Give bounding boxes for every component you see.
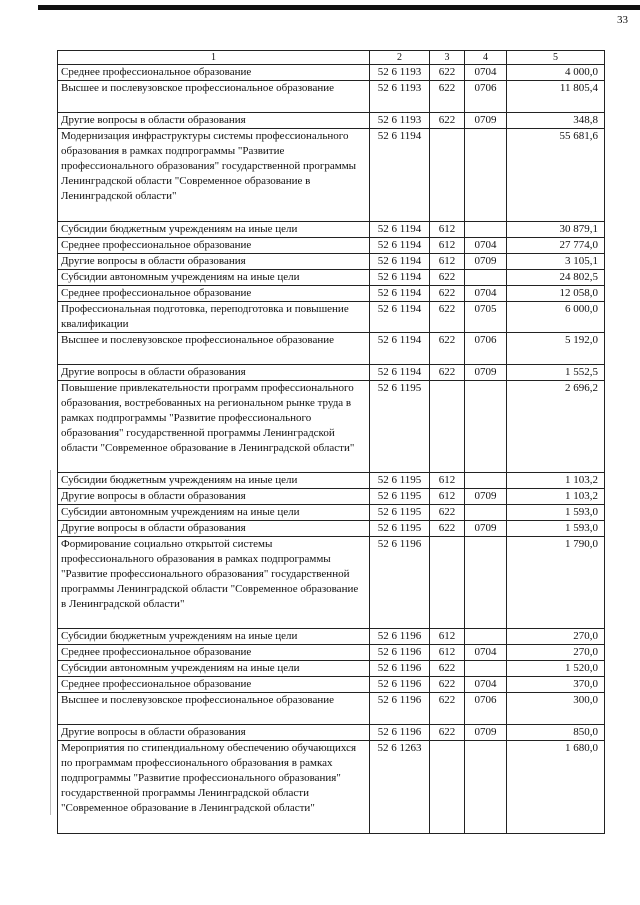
top-rule <box>38 5 640 10</box>
row-section: 0705 <box>465 302 507 333</box>
row-code: 52 6 1196 <box>370 677 430 693</box>
header-col-3: 3 <box>430 51 465 65</box>
row-expense-type: 622 <box>430 286 465 302</box>
table-row <box>58 365 605 381</box>
row-section <box>465 505 507 521</box>
row-expense-type: 622 <box>430 725 465 741</box>
row-expense-type <box>430 129 465 222</box>
row-name: Среднее профессиональное образование <box>58 286 370 302</box>
row-expense-type: 622 <box>430 693 465 725</box>
row-section <box>465 537 507 629</box>
row-section <box>465 270 507 286</box>
row-amount: 1 593,0 <box>507 505 605 521</box>
table-row <box>58 473 605 489</box>
table-row <box>58 238 605 254</box>
table-row <box>58 505 605 521</box>
row-code: 52 6 1196 <box>370 629 430 645</box>
row-amount: 30 879,1 <box>507 222 605 238</box>
row-amount: 270,0 <box>507 629 605 645</box>
row-name: Субсидии бюджетным учреждениям на иные цели <box>58 473 370 489</box>
row-section: 0709 <box>465 489 507 505</box>
row-expense-type: 622 <box>430 521 465 537</box>
row-code: 52 6 1196 <box>370 693 430 725</box>
row-name: Высшее и послевузовское профессиональное образование <box>58 693 370 725</box>
table-row <box>58 222 605 238</box>
table-row <box>58 65 605 81</box>
header-col-1: 1 <box>58 51 370 65</box>
table-row <box>58 645 605 661</box>
row-expense-type: 622 <box>430 661 465 677</box>
row-expense-type: 622 <box>430 365 465 381</box>
table-row <box>58 254 605 270</box>
row-section: 0709 <box>465 365 507 381</box>
row-section: 0704 <box>465 645 507 661</box>
table-row <box>58 537 605 629</box>
row-name: Другие вопросы в области образования <box>58 254 370 270</box>
table-row <box>58 270 605 286</box>
row-section: 0704 <box>465 677 507 693</box>
row-name: Субсидии автономным учреждениям на иные цели <box>58 661 370 677</box>
row-expense-type: 622 <box>430 270 465 286</box>
row-section: 0709 <box>465 113 507 129</box>
row-expense-type: 612 <box>430 489 465 505</box>
table-row <box>58 81 605 113</box>
row-amount: 5 192,0 <box>507 333 605 365</box>
row-code: 52 6 1195 <box>370 473 430 489</box>
row-amount: 11 805,4 <box>507 81 605 113</box>
table-row <box>58 113 605 129</box>
table-row <box>58 661 605 677</box>
row-code: 52 6 1263 <box>370 741 430 834</box>
row-name: Субсидии бюджетным учреждениям на иные цели <box>58 222 370 238</box>
row-code: 52 6 1194 <box>370 365 430 381</box>
row-expense-type: 622 <box>430 65 465 81</box>
row-expense-type: 622 <box>430 113 465 129</box>
row-section: 0706 <box>465 333 507 365</box>
table-row <box>58 725 605 741</box>
table-row <box>58 129 605 222</box>
row-amount: 27 774,0 <box>507 238 605 254</box>
row-amount: 1 790,0 <box>507 537 605 629</box>
row-name: Высшее и послевузовское профессиональное образование <box>58 333 370 365</box>
budget-table <box>57 50 605 834</box>
header-col-4: 4 <box>465 51 507 65</box>
table-row <box>58 741 605 834</box>
row-code: 52 6 1196 <box>370 725 430 741</box>
row-name: Мероприятия по стипендиальному обеспечению обучающихся по программам профессионального образования в рамках подпрограммы "Развитие профессионального образования" государственной программы Ленинградской области "Современное образование в Ленинградской области" <box>58 741 370 834</box>
row-expense-type: 622 <box>430 81 465 113</box>
row-section <box>465 381 507 473</box>
row-amount: 6 000,0 <box>507 302 605 333</box>
header-row <box>58 51 605 65</box>
row-name: Среднее профессиональное образование <box>58 238 370 254</box>
row-code: 52 6 1194 <box>370 238 430 254</box>
row-code: 52 6 1195 <box>370 505 430 521</box>
row-section <box>465 661 507 677</box>
row-name: Среднее профессиональное образование <box>58 677 370 693</box>
row-code: 52 6 1193 <box>370 65 430 81</box>
row-section: 0709 <box>465 725 507 741</box>
row-section: 0704 <box>465 65 507 81</box>
row-name: Другие вопросы в области образования <box>58 489 370 505</box>
table-row <box>58 677 605 693</box>
row-expense-type: 612 <box>430 222 465 238</box>
page-number: 33 <box>617 14 628 26</box>
row-amount: 348,8 <box>507 113 605 129</box>
row-name: Другие вопросы в области образования <box>58 725 370 741</box>
row-expense-type: 612 <box>430 473 465 489</box>
row-section <box>465 129 507 222</box>
row-name: Другие вопросы в области образования <box>58 113 370 129</box>
row-code: 52 6 1195 <box>370 521 430 537</box>
row-code: 52 6 1193 <box>370 81 430 113</box>
row-code: 52 6 1194 <box>370 254 430 270</box>
row-amount: 55 681,6 <box>507 129 605 222</box>
row-name: Профессиональная подготовка, переподготовка и повышение квалификации <box>58 302 370 333</box>
row-name: Среднее профессиональное образование <box>58 645 370 661</box>
row-name: Другие вопросы в области образования <box>58 365 370 381</box>
header-col-2: 2 <box>370 51 430 65</box>
table-row <box>58 286 605 302</box>
row-expense-type: 612 <box>430 254 465 270</box>
row-amount: 1 593,0 <box>507 521 605 537</box>
row-code: 52 6 1194 <box>370 222 430 238</box>
row-code: 52 6 1195 <box>370 489 430 505</box>
row-expense-type <box>430 381 465 473</box>
budget-table-body <box>58 51 605 834</box>
row-section: 0709 <box>465 521 507 537</box>
row-name: Формирование социально открытой системы профессионального образования в рамках подпрограммы "Развитие профессионального образования" государственной программы Ленинградской области "Современное образование в Ленинградской области" <box>58 537 370 629</box>
table-row <box>58 302 605 333</box>
row-code: 52 6 1194 <box>370 302 430 333</box>
row-amount: 1 552,5 <box>507 365 605 381</box>
row-section: 0706 <box>465 81 507 113</box>
row-name: Модернизация инфраструктуры системы профессионального образования в рамках подпрограммы "Развитие профессионального образования" государственной программы Ленинградской области "Современное образование в Ленинградской области" <box>58 129 370 222</box>
row-code: 52 6 1195 <box>370 381 430 473</box>
row-expense-type: 622 <box>430 677 465 693</box>
row-amount: 850,0 <box>507 725 605 741</box>
row-code: 52 6 1194 <box>370 333 430 365</box>
row-amount: 1 103,2 <box>507 473 605 489</box>
row-amount: 4 000,0 <box>507 65 605 81</box>
row-amount: 270,0 <box>507 645 605 661</box>
row-section <box>465 473 507 489</box>
row-code: 52 6 1193 <box>370 113 430 129</box>
row-amount: 1 520,0 <box>507 661 605 677</box>
table-row <box>58 521 605 537</box>
row-name: Субсидии автономным учреждениям на иные цели <box>58 505 370 521</box>
row-section: 0704 <box>465 238 507 254</box>
row-section <box>465 629 507 645</box>
row-expense-type: 622 <box>430 333 465 365</box>
row-section: 0706 <box>465 693 507 725</box>
row-expense-type: 612 <box>430 645 465 661</box>
row-expense-type: 612 <box>430 238 465 254</box>
row-code: 52 6 1196 <box>370 537 430 629</box>
header-col-5: 5 <box>507 51 605 65</box>
row-amount: 1 680,0 <box>507 741 605 834</box>
row-name: Другие вопросы в области образования <box>58 521 370 537</box>
row-code: 52 6 1194 <box>370 129 430 222</box>
row-section: 0709 <box>465 254 507 270</box>
row-name: Среднее профессиональное образование <box>58 65 370 81</box>
row-section <box>465 222 507 238</box>
row-amount: 370,0 <box>507 677 605 693</box>
row-expense-type <box>430 537 465 629</box>
row-name: Субсидии бюджетным учреждениям на иные цели <box>58 629 370 645</box>
row-amount: 2 696,2 <box>507 381 605 473</box>
row-amount: 300,0 <box>507 693 605 725</box>
row-name: Субсидии автономным учреждениям на иные цели <box>58 270 370 286</box>
margin-line <box>50 470 51 815</box>
row-expense-type: 622 <box>430 505 465 521</box>
row-code: 52 6 1194 <box>370 286 430 302</box>
row-name: Высшее и послевузовское профессиональное образование <box>58 81 370 113</box>
row-amount: 12 058,0 <box>507 286 605 302</box>
row-name: Повышение привлекательности программ профессионального образования, востребованных на региональном рынке труда в рамках подпрограммы "Развитие профессионального образования" государственной программы Ленинградской области "Современное образование в Ленинградской области" <box>58 381 370 473</box>
row-expense-type: 612 <box>430 629 465 645</box>
row-section <box>465 741 507 834</box>
row-code: 52 6 1196 <box>370 645 430 661</box>
table-row <box>58 381 605 473</box>
row-expense-type: 622 <box>430 302 465 333</box>
table-row <box>58 489 605 505</box>
row-code: 52 6 1196 <box>370 661 430 677</box>
row-expense-type <box>430 741 465 834</box>
table-row <box>58 629 605 645</box>
row-amount: 1 103,2 <box>507 489 605 505</box>
row-amount: 3 105,1 <box>507 254 605 270</box>
row-section: 0704 <box>465 286 507 302</box>
row-code: 52 6 1194 <box>370 270 430 286</box>
row-amount: 24 802,5 <box>507 270 605 286</box>
table-row <box>58 693 605 725</box>
table-row <box>58 333 605 365</box>
